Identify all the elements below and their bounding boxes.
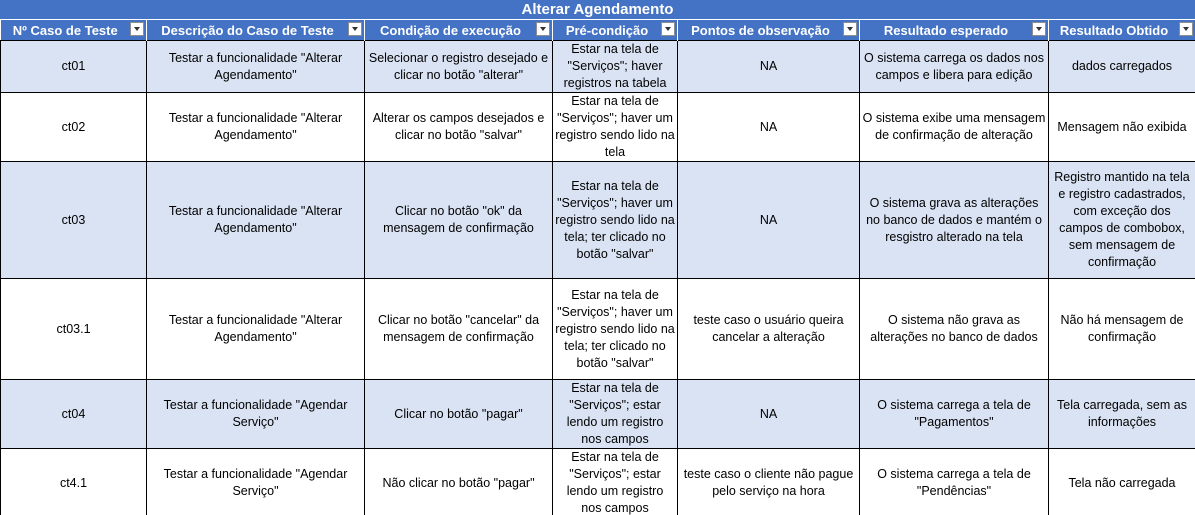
cell-observacao[interactable]: teste caso o usuário queira cancelar a alteração: [678, 279, 860, 380]
column-header-label: Resultado esperado: [883, 22, 1009, 38]
test-case-table: [0, 20, 1195, 515]
cell-esperado[interactable]: O sistema grava as alterações no banco de dados e mantém o resgistro alterado na tela: [860, 162, 1049, 279]
cell-condicao[interactable]: Clicar no botão "ok" da mensagem de confirmação: [365, 162, 553, 279]
cell-precondicao[interactable]: Estar na tela de "Serviços"; estar lendo um registro nos campos: [553, 449, 678, 515]
cell-caso[interactable]: ct03.1: [1, 279, 147, 380]
cell-observacao[interactable]: NA: [678, 162, 860, 279]
cell-obtido[interactable]: Tela carregada, sem as informações: [1049, 380, 1195, 449]
cell-obtido[interactable]: Não há mensagem de confirmação: [1049, 279, 1195, 380]
filter-dropdown-icon[interactable]: [1179, 22, 1193, 36]
column-header-label: Descrição do Caso de Teste: [161, 22, 334, 38]
cell-caso[interactable]: ct4.1: [1, 449, 147, 515]
cell-esperado[interactable]: O sistema carrega a tela de "Pendências": [860, 449, 1049, 515]
cell-esperado[interactable]: O sistema não grava as alterações no banco de dados: [860, 279, 1049, 380]
cell-condicao[interactable]: Clicar no botão "cancelar" da mensagem de confirmação: [365, 279, 553, 380]
cell-obtido[interactable]: dados carregados: [1049, 41, 1195, 93]
column-header-label: Resultado Obtido: [1059, 22, 1169, 38]
cell-precondicao[interactable]: Estar na tela de "Serviços"; haver registros na tabela: [553, 41, 678, 93]
cell-obtido[interactable]: Mensagem não exibida: [1049, 93, 1195, 162]
cell-condicao[interactable]: Clicar no botão "pagar": [365, 380, 553, 449]
cell-obtido[interactable]: Tela não carregada: [1049, 449, 1195, 515]
cell-condicao[interactable]: Alterar os campos desejados e clicar no botão "salvar": [365, 93, 553, 162]
cell-descricao[interactable]: Testar a funcionalidade "Alterar Agendamento": [147, 279, 365, 380]
column-header-label: Condição de execução: [380, 22, 521, 38]
filter-dropdown-icon[interactable]: [348, 22, 362, 36]
cell-descricao[interactable]: Testar a funcionalidade "Alterar Agendamento": [147, 93, 365, 162]
cell-descricao[interactable]: Testar a funcionalidade "Alterar Agendamento": [147, 162, 365, 279]
column-header-label: Nº Caso de Teste: [12, 22, 118, 38]
cell-esperado[interactable]: O sistema carrega os dados nos campos e libera para edição: [860, 41, 1049, 93]
column-header-obtido[interactable]: [1049, 20, 1195, 41]
filter-dropdown-icon[interactable]: [1032, 22, 1046, 36]
cell-caso[interactable]: ct02: [1, 93, 147, 162]
column-header-descricao[interactable]: [147, 20, 365, 41]
cell-descricao[interactable]: Testar a funcionalidade "Agendar Serviço": [147, 449, 365, 515]
table-row: [1, 93, 1195, 162]
cell-caso[interactable]: ct04: [1, 380, 147, 449]
cell-precondicao[interactable]: Estar na tela de "Serviços"; haver um registro sendo lido na tela: [553, 93, 678, 162]
filter-dropdown-icon[interactable]: [843, 22, 857, 36]
column-header-caso[interactable]: [1, 20, 147, 41]
cell-condicao[interactable]: Selecionar o registro desejado e clicar no botão "alterar": [365, 41, 553, 93]
cell-obtido[interactable]: Registro mantido na tela e registro cadastrados, com exceção dos campos de combobox, sem mensagem de confirmação: [1049, 162, 1195, 279]
column-header-esperado[interactable]: [860, 20, 1049, 41]
table-row: [1, 162, 1195, 279]
cell-precondicao[interactable]: Estar na tela de "Serviços"; haver um registro sendo lido na tela; ter clicado no botão "salvar": [553, 279, 678, 380]
column-header-label: Pré-condição: [565, 22, 649, 38]
table-row: [1, 279, 1195, 380]
cell-descricao[interactable]: Testar a funcionalidade "Alterar Agendamento": [147, 41, 365, 93]
filter-dropdown-icon[interactable]: [536, 22, 550, 36]
cell-precondicao[interactable]: Estar na tela de "Serviços"; haver um registro sendo lido na tela; ter clicado no botão "salvar": [553, 162, 678, 279]
column-header-condicao[interactable]: [365, 20, 553, 41]
cell-esperado[interactable]: O sistema exibe uma mensagem de confirmação de alteração: [860, 93, 1049, 162]
filter-dropdown-icon[interactable]: [661, 22, 675, 36]
cell-condicao[interactable]: Não clicar no botão "pagar": [365, 449, 553, 515]
cell-descricao[interactable]: Testar a funcionalidade "Agendar Serviço": [147, 380, 365, 449]
column-header-observacao[interactable]: [678, 20, 860, 41]
cell-observacao[interactable]: teste caso o cliente não pague pelo serviço na hora: [678, 449, 860, 515]
cell-observacao[interactable]: NA: [678, 93, 860, 162]
column-header-precondicao[interactable]: [553, 20, 678, 41]
column-header-label: Pontos de observação: [691, 22, 830, 38]
filter-dropdown-icon[interactable]: [130, 22, 144, 36]
cell-caso[interactable]: ct03: [1, 162, 147, 279]
table-row: [1, 41, 1195, 93]
cell-observacao[interactable]: NA: [678, 41, 860, 93]
cell-caso[interactable]: ct01: [1, 41, 147, 93]
table-row: [1, 449, 1195, 515]
cell-observacao[interactable]: NA: [678, 380, 860, 449]
sheet-title[interactable]: Alterar Agendamento: [0, 0, 1195, 20]
table-row: [1, 380, 1195, 449]
cell-esperado[interactable]: O sistema carrega a tela de "Pagamentos": [860, 380, 1049, 449]
header-row: [1, 20, 1195, 41]
cell-precondicao[interactable]: Estar na tela de "Serviços"; estar lendo um registro nos campos: [553, 380, 678, 449]
